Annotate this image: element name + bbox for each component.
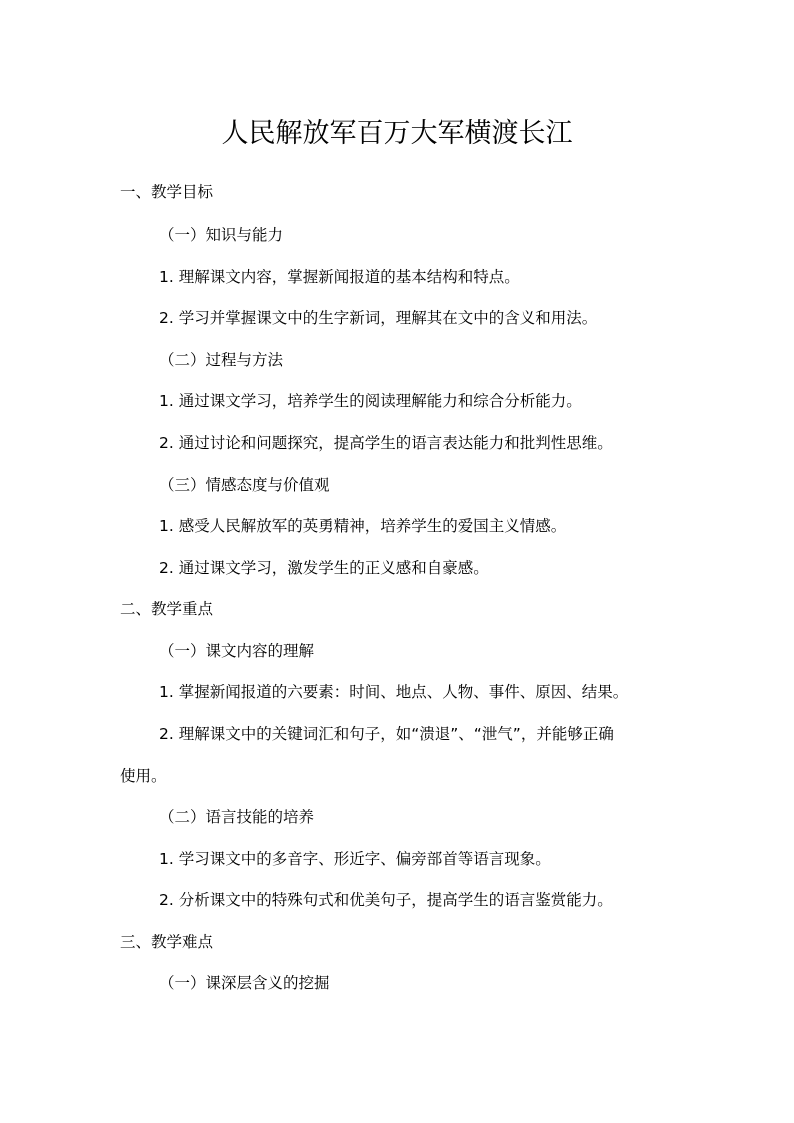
section-heading-difficulties: 三、教学难点 [120, 933, 214, 951]
paragraph: 1. 感受人民解放军的英勇精神，培养学生的爱国主义情感。 [159, 517, 567, 535]
paragraph: 2. 理解课文中的关键词汇和句子，如“溃退”、“泄气”，并能够正确 [159, 725, 614, 743]
section-heading-key-points: 二、教学重点 [120, 600, 214, 618]
paragraph-continuation: 使用。 [120, 767, 167, 785]
paragraph: 1. 学习课文中的多音字、形近字、偏旁部首等语言现象。 [159, 850, 551, 868]
subheading-knowledge-ability: （一）知识与能力 [159, 226, 284, 244]
subheading-content-understanding: （一）课文内容的理解 [159, 642, 315, 660]
paragraph: 1. 通过课文学习，培养学生的阅读理解能力和综合分析能力。 [159, 392, 582, 410]
paragraph: 2. 学习并掌握课文中的生字新词，理解其在文中的含义和用法。 [159, 309, 598, 327]
subheading-emotion-values: （三）情感态度与价值观 [159, 476, 330, 494]
paragraph: 1. 掌握新闻报道的六要素：时间、地点、人物、事件、原因、结果。 [159, 683, 629, 701]
paragraph: 2. 通过课文学习，激发学生的正义感和自豪感。 [159, 559, 489, 577]
paragraph: 2. 通过讨论和问题探究，提高学生的语言表达能力和批判性思维。 [159, 434, 613, 452]
subheading-language-skills: （二）语言技能的培养 [159, 808, 315, 826]
subheading-deep-meaning: （一）课深层含义的挖掘 [159, 974, 330, 992]
paragraph: 2. 分析课文中的特殊句式和优美句子，提高学生的语言鉴赏能力。 [159, 891, 613, 909]
paragraph: 1. 理解课文内容，掌握新闻报道的基本结构和特点。 [159, 268, 520, 286]
subheading-process-method: （二）过程与方法 [159, 351, 284, 369]
document-title: 人民解放军百万大军横渡长江 [221, 118, 573, 149]
section-heading-objectives: 一、教学目标 [120, 183, 214, 201]
